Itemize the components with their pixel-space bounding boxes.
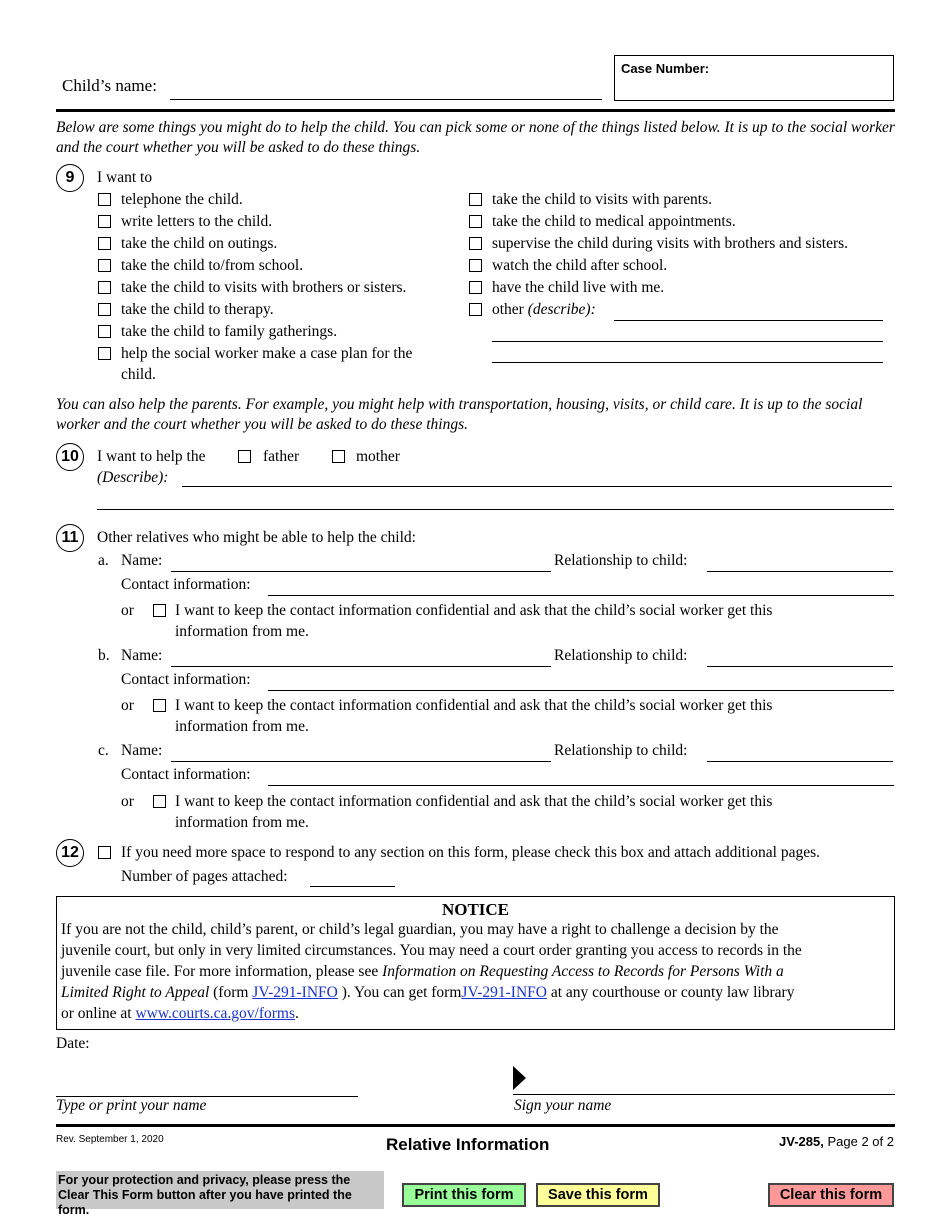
form-title: Relative Information: [386, 1135, 550, 1154]
relative-a-relationship-label: Relationship to child:: [554, 552, 688, 569]
privacy-notice: For your protection and privacy, please press the Clear This Form button after you have printed the form.: [56, 1171, 384, 1209]
notice-line-5: [61, 1004, 299, 1024]
option-therapy: take the child to therapy.: [121, 301, 274, 318]
checkbox-letters[interactable]: [98, 215, 111, 228]
intro-text-1: Below are some things you might do to help the child. You can pick some or none of the things listed below. It is up to the social worker and the court whether you will be asked to do these things.: [56, 119, 895, 156]
relative-a-letter: a.: [98, 552, 109, 569]
signature-field[interactable]: [513, 1094, 895, 1095]
item-11-number: 11: [56, 524, 84, 552]
checkbox-medical[interactable]: [469, 215, 482, 228]
relative-c-confidential-text: I want to keep the contact information confidential and ask that the child’s social worker get this: [175, 793, 773, 810]
case-number-label: Case Number:: [621, 61, 710, 76]
relative-b-letter: b.: [98, 647, 110, 664]
checkbox-father[interactable]: [238, 450, 251, 463]
relative-a-contact-label: Contact information:: [121, 576, 251, 593]
checkbox-live-with-me[interactable]: [469, 281, 482, 294]
jv-291-info-link-1[interactable]: JV-291-INFO: [252, 984, 338, 1001]
relative-c-name-label: Name:: [121, 742, 163, 759]
checkbox-outings[interactable]: [98, 237, 111, 250]
notice-line-3-text: juvenile case file. For more information, please see: [61, 963, 383, 980]
notice-line-4: [61, 983, 794, 1003]
relative-a-relationship-field[interactable]: [707, 571, 893, 572]
relative-a-name-field[interactable]: [171, 571, 551, 572]
checkbox-parent-visits[interactable]: [469, 193, 482, 206]
relative-b-confidential-checkbox[interactable]: [153, 699, 166, 712]
additional-pages-checkbox[interactable]: [98, 846, 111, 859]
option-other-describe: (describe):: [527, 301, 596, 318]
item-10-describe-field-1[interactable]: [182, 486, 892, 487]
item-9-number: 9: [56, 164, 84, 192]
item-12-text: If you need more space to respond to any section on this form, please check this box and attach additional pages.: [121, 844, 821, 861]
item-10-describe-label: (Describe):: [97, 469, 169, 486]
revision-date: Rev. September 1, 2020: [56, 1134, 164, 1145]
checkbox-supervise[interactable]: [469, 237, 482, 250]
checkbox-therapy[interactable]: [98, 303, 111, 316]
print-form-button[interactable]: Print this form: [402, 1183, 526, 1207]
option-after-school: watch the child after school.: [492, 257, 668, 274]
other-describe-field-3[interactable]: [492, 362, 883, 363]
item-9-label: I want to: [97, 169, 153, 186]
relative-c-relationship-label: Relationship to child:: [554, 742, 688, 759]
sign-here-arrow-icon: [513, 1066, 526, 1090]
pages-attached-label: Number of pages attached:: [121, 868, 288, 885]
footer-rule: [56, 1124, 895, 1127]
option-case-plan-cont: child.: [121, 366, 156, 383]
option-telephone: telephone the child.: [121, 191, 243, 208]
relative-b-confidential-text-2: information from me.: [175, 718, 309, 735]
relative-c-letter: c.: [98, 742, 109, 759]
case-number-box[interactable]: [614, 55, 894, 101]
father-label: father: [263, 448, 300, 465]
relative-a-confidential-text-2: information from me.: [175, 623, 309, 640]
checkbox-after-school[interactable]: [469, 259, 482, 272]
item-10-describe-field-2[interactable]: [97, 509, 894, 510]
form-page-info: [740, 1134, 894, 1149]
checkbox-telephone[interactable]: [98, 193, 111, 206]
relative-b-contact-field[interactable]: [268, 690, 894, 691]
option-other-label: other: [492, 301, 524, 318]
option-siblings-visits: take the child to visits with brothers or sisters.: [121, 279, 407, 296]
pages-attached-field[interactable]: [310, 886, 395, 887]
date-label: Date:: [56, 1035, 90, 1052]
notice-get-form-text: ). You can get form: [337, 984, 462, 1001]
relative-b-name-label: Name:: [121, 647, 163, 664]
print-name-label: Type or print your name: [56, 1097, 207, 1114]
notice-form-text: (form: [209, 984, 253, 1001]
notice-online-text: or online at: [61, 1005, 136, 1022]
option-supervise: supervise the child during visits with brothers and sisters.: [492, 235, 849, 252]
checkbox-other[interactable]: [469, 303, 482, 316]
notice-publication-title-cont: Limited Right to Appeal: [61, 984, 210, 1001]
checkbox-mother[interactable]: [332, 450, 345, 463]
other-describe-field-1[interactable]: [614, 320, 883, 321]
item-12-number: 12: [56, 839, 84, 867]
relative-b-confidential-text: I want to keep the contact information confidential and ask that the child’s social worker get this: [175, 697, 773, 714]
form-id: JV-285,: [779, 1134, 824, 1149]
other-describe-field-2[interactable]: [492, 341, 883, 342]
relative-c-contact-label: Contact information:: [121, 766, 251, 783]
option-case-plan: help the social worker make a case plan for the: [121, 345, 413, 362]
relative-c-confidential-checkbox[interactable]: [153, 795, 166, 808]
notice-library-text: at any courthouse or county law library: [546, 984, 795, 1001]
checkbox-case-plan[interactable]: [98, 347, 111, 360]
header-rule: [56, 109, 895, 112]
relative-a-contact-field[interactable]: [268, 595, 894, 596]
notice-publication-title: Information on Requesting Access to Records for Persons With a: [382, 963, 784, 980]
relative-a-confidential-text: I want to keep the contact information confidential and ask that the child’s social worker get this: [175, 602, 773, 619]
relative-b-relationship-label: Relationship to child:: [554, 647, 688, 664]
relative-b-name-field[interactable]: [171, 666, 551, 667]
relative-c-relationship-field[interactable]: [707, 761, 893, 762]
item-11-label: Other relatives who might be able to help the child:: [97, 529, 416, 546]
relative-b-relationship-field[interactable]: [707, 666, 893, 667]
mother-label: mother: [356, 448, 400, 465]
sign-name-label: Sign your name: [514, 1097, 612, 1114]
relative-a-name-label: Name:: [121, 552, 163, 569]
relative-c-contact-field[interactable]: [268, 785, 894, 786]
notice-line-3: [61, 962, 784, 982]
option-medical: take the child to medical appointments.: [492, 213, 736, 230]
relative-a-confidential-checkbox[interactable]: [153, 604, 166, 617]
notice-line-1: If you are not the child, child’s parent, or child’s legal guardian, you may have a right to challenge a decision by the: [61, 921, 779, 938]
relative-b-contact-label: Contact information:: [121, 671, 251, 688]
child-name-label: Child’s name:: [62, 76, 157, 95]
clear-form-button[interactable]: Clear this form: [768, 1183, 894, 1207]
notice-line-2: juvenile court, but only in very limited circumstances. You may need a court order granting you access to records in the: [61, 942, 802, 959]
intro-text-2: You can also help the parents. For example, you might help with transportation, housing, visits, or child care. It is up to the social worker and the court whether you will be asked to do these things.: [56, 396, 863, 433]
relative-c-or: or: [121, 793, 134, 810]
save-form-button[interactable]: Save this form: [536, 1183, 660, 1207]
item-10-label: I want to help the: [97, 448, 206, 465]
relative-b-or: or: [121, 697, 134, 714]
option-live-with-me: have the child live with me.: [492, 279, 665, 296]
notice-box: [56, 896, 895, 1030]
notice-period: .: [295, 1005, 299, 1022]
option-letters: write letters to the child.: [121, 213, 273, 230]
option-parent-visits: take the child to visits with parents.: [492, 191, 712, 208]
relative-c-confidential-text-2: information from me.: [175, 814, 309, 831]
option-other: [492, 300, 596, 320]
checkbox-school[interactable]: [98, 259, 111, 272]
courts-forms-link[interactable]: www.courts.ca.gov/forms: [135, 1005, 296, 1022]
notice-title: NOTICE: [441, 900, 510, 919]
page-number: Page 2 of 2: [823, 1134, 894, 1149]
child-name-field[interactable]: [170, 99, 602, 100]
checkbox-family-gatherings[interactable]: [98, 325, 111, 338]
item-10-number: 10: [56, 443, 84, 471]
checkbox-siblings-visits[interactable]: [98, 281, 111, 294]
option-family-gatherings: take the child to family gatherings.: [121, 323, 338, 340]
option-outings: take the child on outings.: [121, 235, 278, 252]
relative-c-name-field[interactable]: [171, 761, 551, 762]
jv-291-info-link-2[interactable]: JV-291-INFO: [461, 984, 547, 1001]
option-school: take the child to/from school.: [121, 257, 304, 274]
relative-a-or: or: [121, 602, 134, 619]
